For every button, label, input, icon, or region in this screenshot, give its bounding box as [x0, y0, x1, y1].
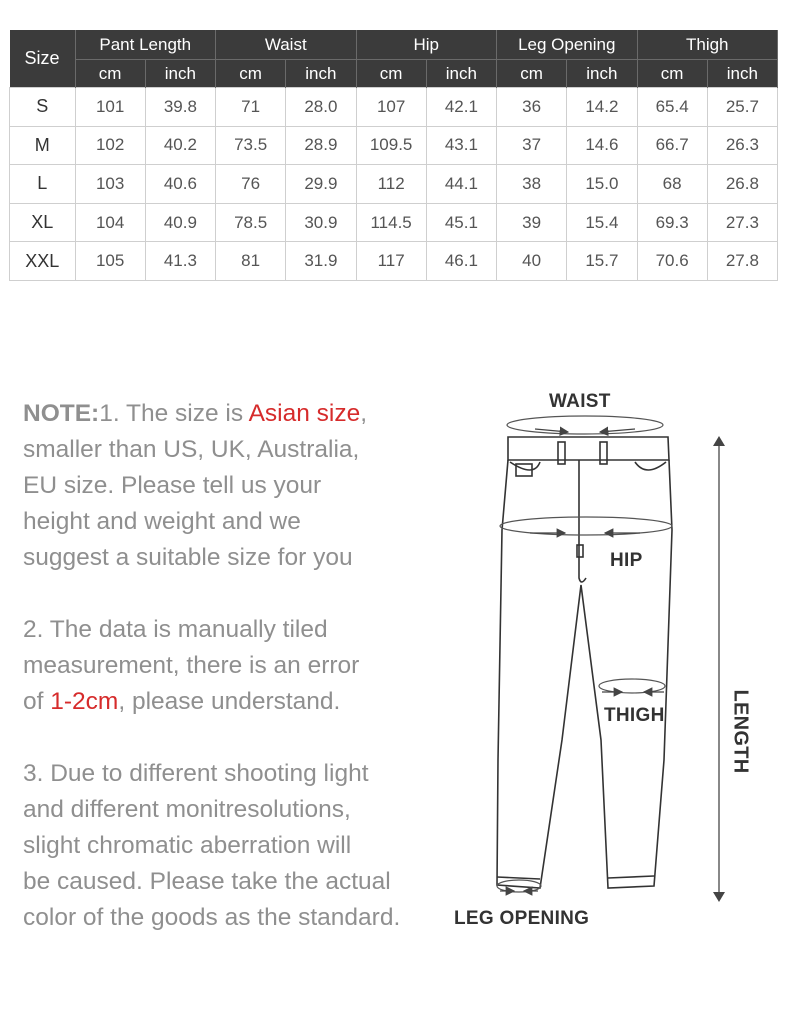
measurement-cell: 30.9: [286, 203, 356, 242]
size-column-header: Size: [10, 30, 76, 88]
measurement-cell: 76: [216, 165, 286, 204]
note-1: [23, 396, 463, 576]
pants-silhouette: [497, 460, 672, 888]
unit-header: inch: [707, 60, 777, 88]
measurement-cell: 70.6: [637, 242, 707, 281]
measurement-cell: 102: [75, 126, 145, 165]
measurement-cell: 73.5: [216, 126, 286, 165]
measurement-cell: 117: [356, 242, 426, 281]
unit-header: cm: [356, 60, 426, 88]
size-cell: M: [10, 126, 76, 165]
measurement-cell: 66.7: [637, 126, 707, 165]
measurement-cell: 28.9: [286, 126, 356, 165]
measurement-cell: 15.4: [567, 203, 637, 242]
thigh-label: THIGH: [604, 705, 665, 726]
note-2-suffix: , please understand.: [118, 688, 341, 715]
pants-outline: [497, 437, 672, 888]
measurement-cell: 29.9: [286, 165, 356, 204]
table-row: [10, 88, 778, 127]
thigh-measure-ring: [599, 679, 665, 693]
fly-tab: [577, 545, 583, 557]
table-row: [10, 242, 778, 281]
right-hem: [608, 876, 654, 878]
unit-header: cm: [497, 60, 567, 88]
length-arrow-bottom: [713, 892, 725, 902]
group-header: Waist: [216, 30, 357, 60]
measurement-cell: 71: [216, 88, 286, 127]
right-pocket: [635, 462, 666, 470]
measurement-cell: 27.3: [707, 203, 777, 242]
measurement-cell: 44.1: [426, 165, 496, 204]
left-hem: [497, 877, 540, 879]
measurement-cell: 38: [497, 165, 567, 204]
waistband: [508, 437, 669, 460]
measurement-cell: 41.3: [145, 242, 215, 281]
pants-illustration: [450, 380, 790, 950]
measurement-cell: 40: [497, 242, 567, 281]
note-2-prefix: 2. The data is manually tiled measurement, there is an error of: [23, 616, 360, 715]
measurement-cell: 43.1: [426, 126, 496, 165]
measurement-cell: 40.6: [145, 165, 215, 204]
note-label: NOTE:: [23, 400, 100, 427]
measurement-cell: 15.7: [567, 242, 637, 281]
unit-header: cm: [216, 60, 286, 88]
table-header-row: [10, 30, 778, 60]
measurement-cell: 69.3: [637, 203, 707, 242]
measurement-cell: 14.6: [567, 126, 637, 165]
measurement-cell: 109.5: [356, 126, 426, 165]
table-body: [10, 88, 778, 281]
measurement-cell: 104: [75, 203, 145, 242]
measurement-cell: 39.8: [145, 88, 215, 127]
size-cell: XL: [10, 203, 76, 242]
measurement-cell: 15.0: [567, 165, 637, 204]
measurement-cell: 39: [497, 203, 567, 242]
hip-label: HIP: [610, 550, 643, 571]
length-arrow-top: [713, 436, 725, 446]
group-header: Leg Opening: [497, 30, 638, 60]
fly-line: [579, 460, 586, 582]
size-cell: L: [10, 165, 76, 204]
measurement-cell: 78.5: [216, 203, 286, 242]
measurement-cell: 112: [356, 165, 426, 204]
measurement-cell: 81: [216, 242, 286, 281]
unit-header: cm: [75, 60, 145, 88]
size-cell: XXL: [10, 242, 76, 281]
pants-measurement-diagram: [450, 380, 790, 950]
measurement-cell: 107: [356, 88, 426, 127]
table-row: [10, 126, 778, 165]
note-1-prefix: 1. The size is: [99, 400, 249, 427]
note-3: 3. Due to different shooting light and different monitresolutions, slight chromatic aberration will be caused. Please take the actual color of the goods as the standard.: [23, 760, 401, 931]
note-2-highlight: 1-2cm: [50, 688, 119, 715]
measurement-cell: 65.4: [637, 88, 707, 127]
note-2: [23, 612, 463, 720]
measurement-cell: 45.1: [426, 203, 496, 242]
unit-header: cm: [637, 60, 707, 88]
unit-header: inch: [567, 60, 637, 88]
measurement-cell: 25.7: [707, 88, 777, 127]
unit-header: inch: [286, 60, 356, 88]
group-header: Thigh: [637, 30, 778, 60]
measurement-cell: 26.8: [707, 165, 777, 204]
measurement-cell: 103: [75, 165, 145, 204]
measurement-cell: 114.5: [356, 203, 426, 242]
measurement-cell: 36: [497, 88, 567, 127]
measurement-cell: 26.3: [707, 126, 777, 165]
waist-label: WAIST: [549, 391, 611, 412]
note-1-suffix: , smaller than US, UK, Australia, EU size. Please tell us your height and weight and we suggest a suitable size for you: [23, 400, 368, 571]
measurement-cell: 37: [497, 126, 567, 165]
waist-measure-ring: [507, 416, 663, 434]
unit-header: inch: [426, 60, 496, 88]
group-header: Hip: [356, 30, 497, 60]
measurement-cell: 68: [637, 165, 707, 204]
length-label: LENGTH: [729, 689, 752, 774]
table-row: [10, 165, 778, 204]
measurement-cell: 27.8: [707, 242, 777, 281]
hip-measure-ring: [500, 517, 672, 535]
waist-arrow-left: [535, 429, 568, 432]
size-chart-table: [9, 30, 778, 281]
table-unit-row: [10, 60, 778, 88]
measurement-cell: 46.1: [426, 242, 496, 281]
measurement-cell: 31.9: [286, 242, 356, 281]
unit-header: inch: [145, 60, 215, 88]
leg-opening-label: LEG OPENING: [454, 908, 590, 929]
measurement-cell: 105: [75, 242, 145, 281]
measurement-cell: 14.2: [567, 88, 637, 127]
measurement-cell: 28.0: [286, 88, 356, 127]
waist-arrow-right: [600, 429, 635, 432]
measurement-cell: 101: [75, 88, 145, 127]
size-cell: S: [10, 88, 76, 127]
group-header: Pant Length: [75, 30, 216, 60]
measurement-cell: 40.2: [145, 126, 215, 165]
measurement-cell: 42.1: [426, 88, 496, 127]
note-1-highlight: Asian size: [248, 400, 361, 427]
table-row: [10, 203, 778, 242]
measurement-cell: 40.9: [145, 203, 215, 242]
notes-section: [23, 396, 463, 972]
